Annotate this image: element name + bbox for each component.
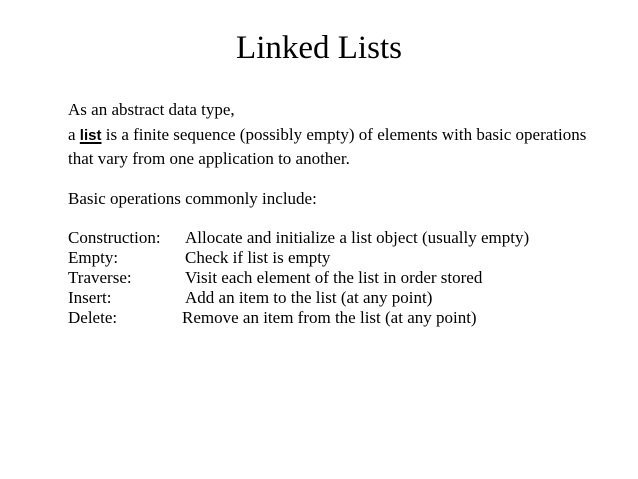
intro-line-3: that vary from one application to another.	[68, 149, 350, 168]
slide-title: Linked Lists	[236, 30, 402, 66]
operation-name: Construction:	[68, 228, 161, 247]
intro-line-2-prefix: a	[68, 125, 76, 144]
operation-name: Empty:	[68, 248, 119, 267]
intro-line-2-suffix: is a finite sequence (possibly empty) of elements with basic operations	[105, 125, 587, 144]
operation-name: Insert:	[68, 288, 112, 307]
operation-description: Visit each element of the list in order stored	[185, 268, 483, 287]
intro-line-2	[68, 125, 586, 146]
operation-description: Add an item to the list (at any point)	[185, 288, 433, 307]
operation-name: Delete:	[68, 308, 118, 327]
operation-description: Remove an item from the list (at any point)	[182, 308, 477, 327]
operation-description: Check if list is empty	[185, 248, 331, 267]
intro-line-1: As an abstract data type,	[68, 100, 235, 119]
operation-description: Allocate and initialize a list object (usually empty)	[185, 228, 530, 247]
operation-name: Traverse:	[68, 268, 132, 287]
operations-heading: Basic operations commonly include:	[68, 189, 317, 208]
list-term: list	[79, 127, 102, 144]
